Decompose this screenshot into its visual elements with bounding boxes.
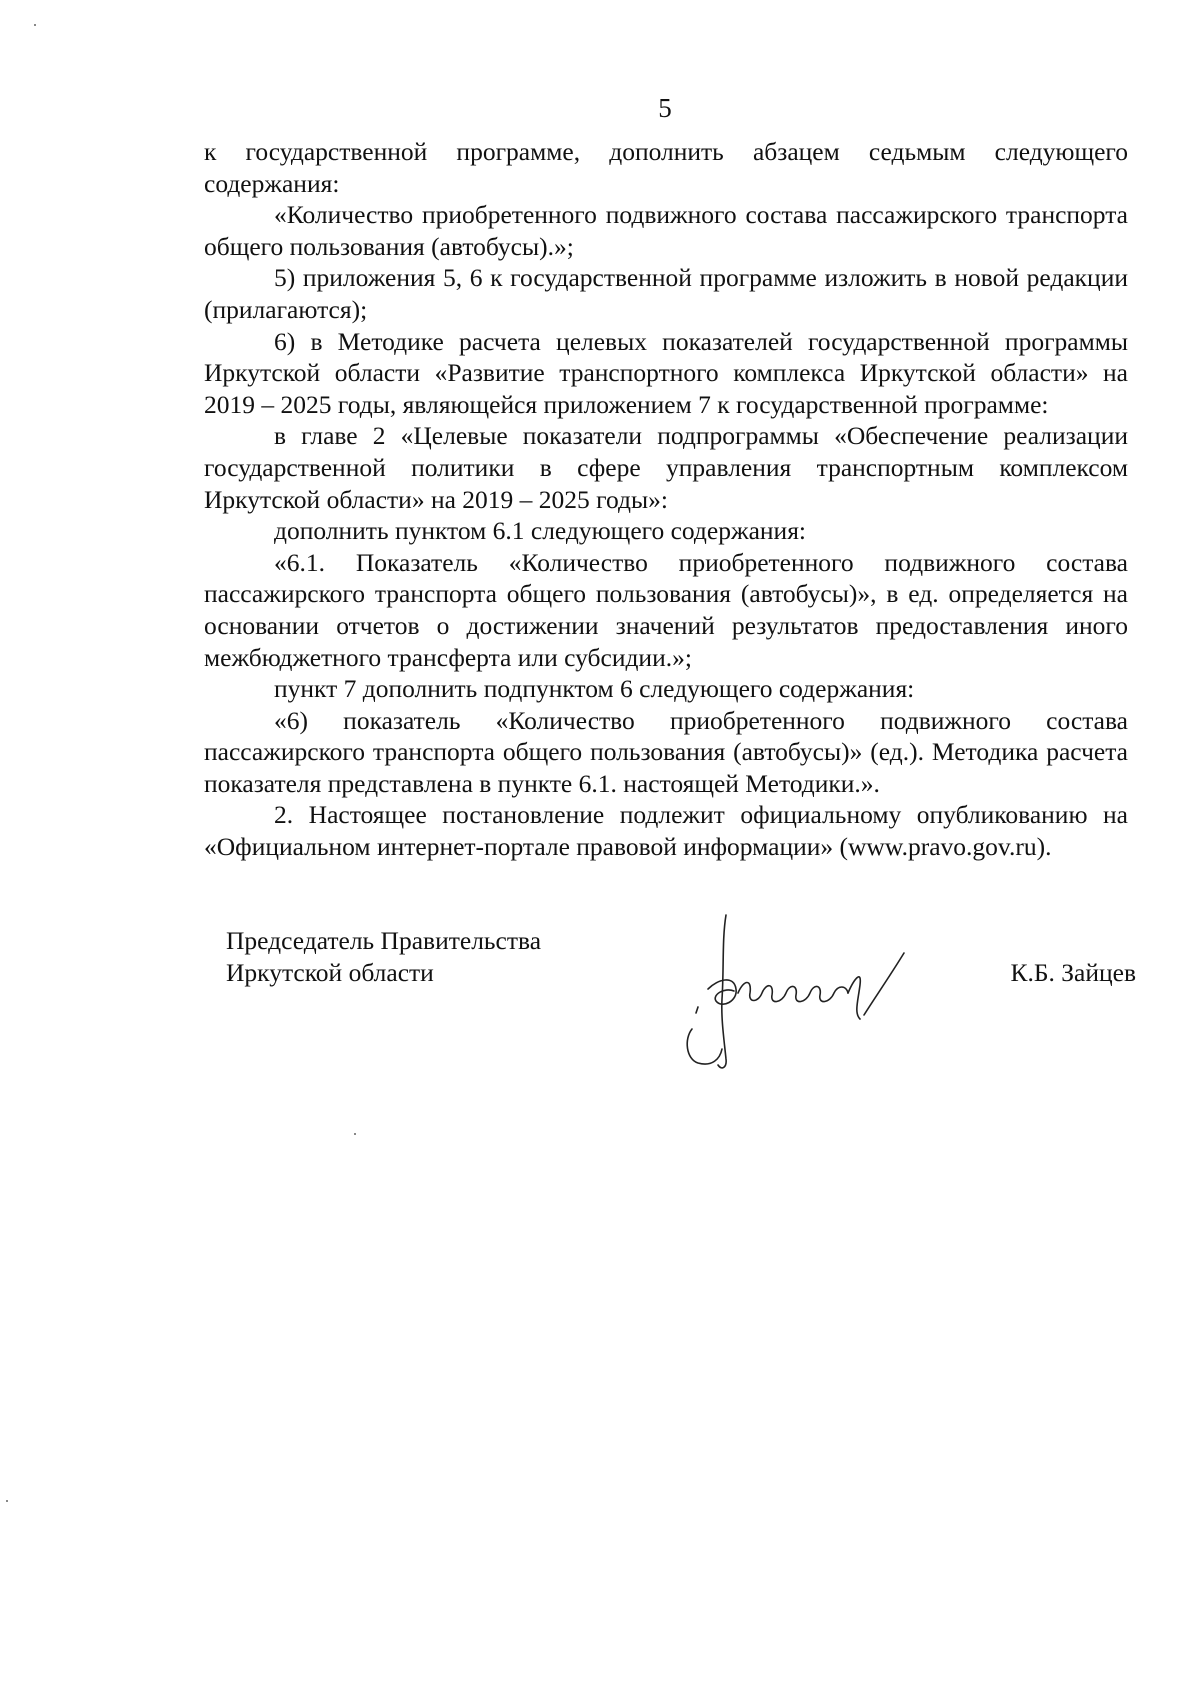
paragraph-subpoint-6: «6) показатель «Количество приобретенного подвижного состава пассажирского транспорта общего пользования (автобусы)» (ед.). Методика расчета показателя представлена в пункте 6.1. настоящей Методики.».	[204, 705, 1128, 798]
signatory-name: К.Б. Зайцев	[1010, 958, 1136, 987]
signatory-title	[226, 925, 541, 988]
page-number: 5	[658, 93, 672, 123]
paragraph-publication: 2. Настоящее постановление подлежит официальному опубликованию на «Официальном интернет-портале правовой информации» (www.pravo.gov.ru).	[204, 800, 1128, 862]
scan-artifact-dot	[354, 1133, 356, 1135]
paragraph-6-1-text: «6.1. Показатель «Количество приобретенного подвижного состава пассажирского транспорта общего пользования (автобусы)», в ед. определяется на основании отчетов о достижении значений результатов предоставления иного межбюджетного трансферта или субсидии.»;	[204, 547, 1128, 672]
paragraph-point-7: пункт 7 дополнить подпунктом 6 следующего содержания:	[274, 674, 915, 704]
paragraph-continuation: к государственной программе, дополнить абзацем седьмым следующего содержания:	[204, 137, 1128, 198]
paragraph-item-5: 5) приложения 5, 6 к государственной программе изложить в новой редакции (прилагаются);	[204, 263, 1128, 324]
handwritten-signature	[678, 909, 938, 1079]
scan-artifact-dot	[34, 24, 36, 26]
paragraph-quoted-indicator: «Количество приобретенного подвижного состава пассажирского транспорта общего пользования (автобусы).»;	[204, 200, 1128, 261]
signatory-title-line-2: Иркутской области	[226, 957, 434, 987]
signatory-title-line-1: Председатель Правительства	[226, 926, 542, 955]
paragraph-add-6-1: дополнить пунктом 6.1 следующего содержания:	[274, 516, 807, 546]
signature-block	[226, 925, 1136, 1085]
paragraph-item-6: 6) в Методике расчета целевых показателей государственной программы Иркутской области «Развитие транспортного комплекса Иркутской области» на 2019 – 2025 годы, являющейся приложением 7 к государственной программе:	[204, 326, 1128, 419]
scan-artifact-dot	[6, 1500, 8, 1502]
document-body	[204, 136, 1128, 863]
paragraph-chapter-2: в главе 2 «Целевые показатели подпрограммы «Обеспечение реализации государственной политики в сфере управления транспортным комплексом Иркутской области» на 2019 – 2025 годы»:	[204, 421, 1128, 514]
